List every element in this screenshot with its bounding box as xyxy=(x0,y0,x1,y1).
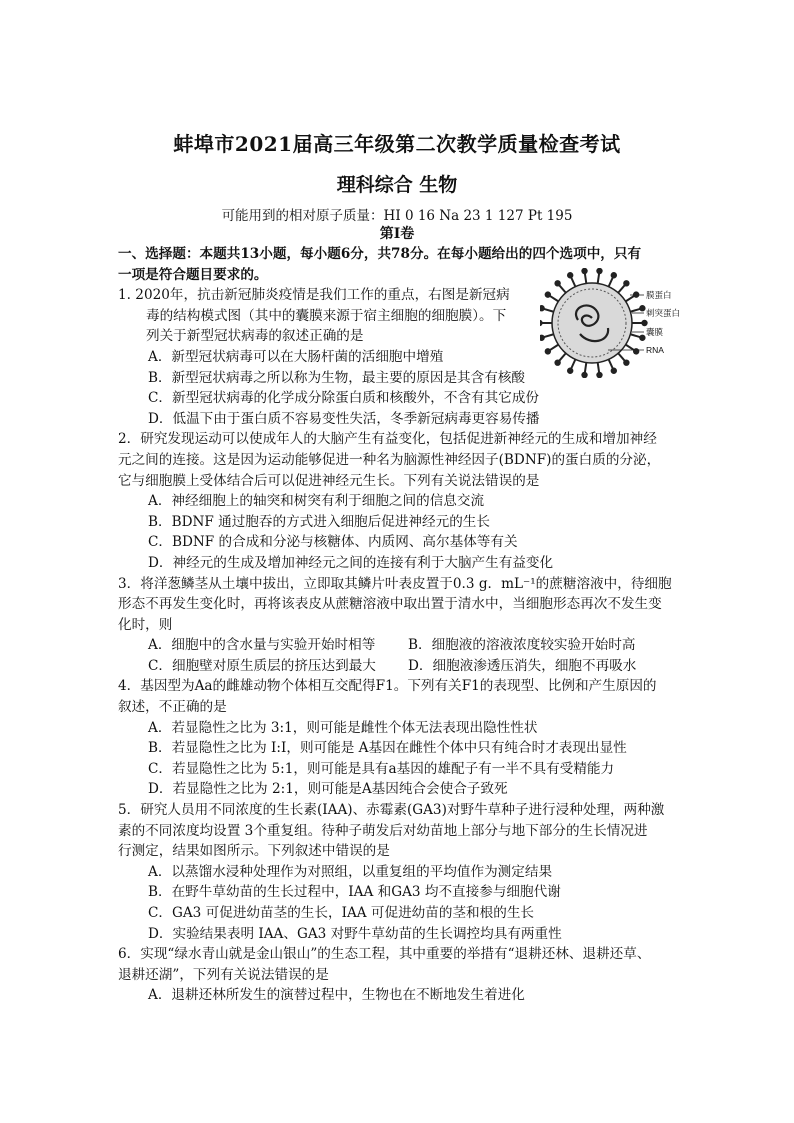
q3-options-row xyxy=(118,656,678,677)
q3-option-d: D．细胞液渗透压消失，细胞不再吸水 xyxy=(408,657,637,674)
section-heading: 第Ⅰ卷 xyxy=(379,226,415,242)
q4-option-a: A．若显隐性之比为 3:1，则可能是雌性个体无法表现出隐性性状 xyxy=(148,719,538,736)
exam-body xyxy=(118,244,681,1006)
figure-label-membrane-protein: 膜蛋白 xyxy=(646,290,672,300)
exam-title: 蚌埠市2021届高三年级第二次教学质量检查考试 xyxy=(173,132,621,156)
q5-option-b: B．在野牛草幼苗的生长过程中，IAA 和GA3 均不直接参与细胞代谢 xyxy=(148,884,561,901)
q3-option-c: C．细胞壁对原生质层的挤压达到最大 xyxy=(148,657,376,674)
q5-stem-line: 行测定，结果如图所示。下列叙述中错误的是 xyxy=(118,843,390,860)
q1-stem-line: 1. 2020年，抗击新冠肺炎疫情是我们工作的重点，右图是新冠病 xyxy=(118,287,510,304)
q3-stem-line: 化时，则 xyxy=(118,616,173,633)
figure-label-spike-protein: 刺突蛋白 xyxy=(646,308,681,318)
instructions-line-2: 一项是符合题目要求的。 xyxy=(118,266,268,283)
figure-label-rna: RNA xyxy=(646,345,664,355)
q1-option-b: B．新型冠状病毒之所以称为生物，最主要的原因是其含有核酸 xyxy=(148,369,526,386)
q4-option-c: C．若显隐性之比为 5:1，则可能是具有a基因的雄配子有一半不具有受精能力 xyxy=(148,760,615,777)
q1-stem-line: 列关于新型冠状病毒的叙述正确的是 xyxy=(146,328,364,345)
q5-stem-line: 素的不同浓度均设置 3个重复组。待种子萌发后对幼苗地上部分与地下部分的生长情况进 xyxy=(118,822,648,839)
q2-stem-line: 它与细胞膜上受体结合后可以促进神经元生长。下列有关说法错误的是 xyxy=(118,472,540,489)
q6-stem-line: 退耕还湖”，下列有关说法错误的是 xyxy=(118,966,329,983)
q2-option-d: D．神经元的生成及增加神经元之间的连接有利于大脑产生有益变化 xyxy=(148,554,554,571)
q3-options-row xyxy=(118,635,678,656)
q3-stem-line: 形态不再发生变化时，再将该表皮从蔗糖溶液中取出置于清水中，当细胞形态再次不发生变 xyxy=(118,596,662,613)
q3-stem-line: 3．将洋葱鳞茎从土壤中拔出，立即取其鳞片叶表皮置于0.3 g．mL⁻¹的蔗糖溶液中，待细胞 xyxy=(118,575,672,592)
q1-option-d: D．低温下由于蛋白质不容易变性失活，冬季新冠病毒更容易传播 xyxy=(148,410,540,427)
q4-stem-line: 叙述，不正确的是 xyxy=(118,699,227,716)
q4-option-b: B．若显隐性之比为 I:I，则可能是 A基因在雌性个体中只有纯合时才表现出显性 xyxy=(148,740,627,757)
q1-option-a: A．新型冠状病毒可以在大肠杆菌的活细胞中增殖 xyxy=(148,348,444,365)
q6-option-a: A．退耕还林所发生的演替过程中，生物也在不断地发生着进化 xyxy=(148,987,525,1004)
q2-option-c: C．BDNF 的合成和分泌与核糖体、内质网、高尔基体等有关 xyxy=(148,534,518,551)
q1-stem-line: 毒的结构模式图（其中的囊膜来源于宿主细胞的细胞膜）。下 xyxy=(146,307,507,324)
q5-option-d: D．实验结果表明 IAA、GA3 对野牛草幼苗的生长调控均具有两重性 xyxy=(148,925,562,942)
atomic-mass-note: 可能用到的相对原子质量：HI 0 16 Na 23 1 127 Pt 195 xyxy=(221,208,573,224)
q5-stem-line: 5．研究人员用不同浓度的生长素(IAA)、赤霉素(GA3)对野牛草种子进行浸种处理，两种激 xyxy=(118,802,665,819)
figure-label-envelope: 囊膜 xyxy=(646,327,664,337)
q3-option-a: A．细胞中的含水量与实验开始时相等 xyxy=(148,637,376,654)
q5-option-a: A．以蒸馏水浸种处理作为对照组，以重复组的平均值作为测定结果 xyxy=(148,863,553,880)
exam-subtitle: 理科综合 生物 xyxy=(336,174,458,196)
q2-stem-line: 元之间的连接。这是因为运动能够促进一种名为脑源性神经因子(BDNF)的蛋白质的分泌， xyxy=(118,451,661,468)
q1-option-c: C．新型冠状病毒的化学成分除蛋白质和核酸外，不含有其它成份 xyxy=(148,390,540,407)
q5-option-c: C．GA3 可促进幼苗茎的生长，IAA 可促进幼苗的茎和根的生长 xyxy=(148,905,535,921)
q6-stem-line: 6．实现“绿水青山就是金山银山”的生态工程，其中重要的举措有“退耕还林、退耕还草、 xyxy=(118,946,651,963)
q4-option-d: D．若显隐性之比为 2:1，则可能是A基因纯合会使合子致死 xyxy=(148,781,508,798)
q2-stem-line: 2．研究发现运动可以使成年人的大脑产生有益变化，包括促进新神经元的生成和增加神经 xyxy=(118,431,657,448)
q4-stem-line: 4．基因型为Aa的雌雄动物个体相互交配得F1。下列有关F1的表现型、比例和产生原因的 xyxy=(118,678,657,695)
instructions-line-1: 一、选择题：本题共13小题，每小题6分，共78分。在每小题给出的四个选项中，只有 xyxy=(118,246,642,262)
q2-option-a: A．神经细胞上的轴突和树突有利于细胞之间的信息交流 xyxy=(148,493,485,510)
q2-option-b: B．BDNF 通过胞吞的方式进入细胞后促进神经元的生长 xyxy=(148,513,490,530)
q3-option-b: B．细胞液的溶液浓度较实验开始时高 xyxy=(408,637,636,654)
